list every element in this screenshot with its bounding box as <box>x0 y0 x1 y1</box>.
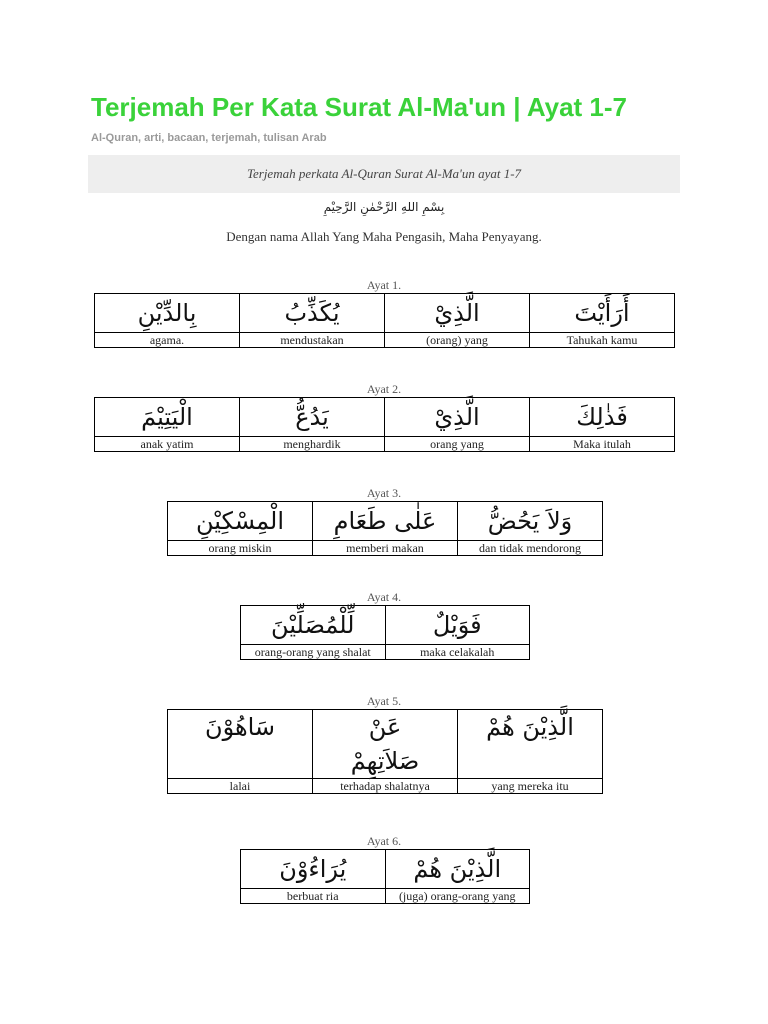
arabic-word: فَذٰلِكَ <box>530 398 675 437</box>
arabic-word: الْيَتِيْمَ <box>95 398 240 437</box>
ayat-3-label: Ayat 3. <box>366 486 402 500</box>
word-meaning: anak yatim <box>95 437 240 452</box>
basmalah-translation: Dengan nama Allah Yang Maha Pengasih, Maha Penyayang. <box>226 229 542 244</box>
arabic-word: يَدُعُّ <box>240 398 385 437</box>
word-meaning: mendustakan <box>240 333 385 348</box>
translation-row <box>95 437 675 452</box>
basmalah-arabic: بِسْمِ اللهِ الرَّحْمٰنِ الرَّحِيْمِ <box>323 200 445 214</box>
ayat-5-label: Ayat 5. <box>366 694 402 708</box>
arabic-word: عَنْ صَلاَتِهِمْ <box>313 710 458 779</box>
word-meaning: terhadap shalatnya <box>313 779 458 794</box>
arabic-word: سَاهُوْنَ <box>168 710 313 779</box>
arabic-word: أَرَأَيْتَ <box>530 294 675 333</box>
word-meaning: maka celakalah <box>385 645 530 660</box>
arabic-word: الَّذِيْ <box>385 294 530 333</box>
word-meaning: (orang) yang <box>385 333 530 348</box>
word-meaning: agama. <box>95 333 240 348</box>
page-title: Terjemah Per Kata Surat Al-Ma'un | Ayat 1-7 <box>91 92 628 122</box>
arabic-row <box>241 850 530 889</box>
arabic-word: لِّلْمُصَلِّيْنَ <box>241 606 386 645</box>
word-meaning: memberi makan <box>313 541 458 556</box>
translation-row <box>168 541 603 556</box>
word-meaning: (juga) orang-orang yang <box>385 889 530 904</box>
ayat-4-label: Ayat 4. <box>366 590 402 604</box>
ayat-6-label: Ayat 6. <box>366 834 402 848</box>
word-meaning: berbuat ria <box>241 889 386 904</box>
arabic-word: بِالدِّيْنِ <box>95 294 240 333</box>
word-meaning: dan tidak mendorong <box>458 541 603 556</box>
word-meaning: Tahukah kamu <box>530 333 675 348</box>
ayat-2-table <box>94 397 675 452</box>
arabic-word: الْمِسْكِيْنِ <box>168 502 313 541</box>
arabic-word: عَلٰى طَعَامِ <box>313 502 458 541</box>
arabic-word: الَّذِيْنَ هُمْ <box>458 710 603 779</box>
word-meaning: orang yang <box>385 437 530 452</box>
word-meaning: yang mereka itu <box>458 779 603 794</box>
arabic-row <box>95 398 675 437</box>
translation-row <box>241 645 530 660</box>
translation-row <box>241 889 530 904</box>
ayat-1-label: Ayat 1. <box>366 278 402 292</box>
arabic-word: يُرَاءُوْنَ <box>241 850 386 889</box>
intro-heading-box <box>88 155 680 193</box>
word-meaning: orang-orang yang shalat <box>241 645 386 660</box>
ayat-3-table <box>167 501 603 556</box>
intro-heading: Terjemah perkata Al-Quran Surat Al-Ma'un ayat 1-7 <box>246 166 522 181</box>
arabic-row <box>168 502 603 541</box>
arabic-word: فَوَيْلٌ <box>385 606 530 645</box>
ayat-5-table <box>167 709 603 794</box>
translation-row <box>95 333 675 348</box>
arabic-word: الَّذِيْنَ هُمْ <box>385 850 530 889</box>
arabic-row <box>168 710 603 779</box>
word-meaning: Maka itulah <box>530 437 675 452</box>
arabic-row <box>95 294 675 333</box>
arabic-word: وَلاَ يَحُضُّ <box>458 502 603 541</box>
ayat-6-table <box>240 849 530 904</box>
arabic-row <box>241 606 530 645</box>
ayat-1-table <box>94 293 675 348</box>
word-meaning: menghardik <box>240 437 385 452</box>
arabic-word: يُكَذِّبُ <box>240 294 385 333</box>
word-meaning: orang miskin <box>168 541 313 556</box>
ayat-2-label: Ayat 2. <box>366 382 402 396</box>
page-subtitle: Al-Quran, arti, bacaan, terjemah, tulisan Arab <box>91 132 327 144</box>
translation-row <box>168 779 603 794</box>
word-meaning: lalai <box>168 779 313 794</box>
arabic-word: الَّذِيْ <box>385 398 530 437</box>
ayat-4-table <box>240 605 530 660</box>
